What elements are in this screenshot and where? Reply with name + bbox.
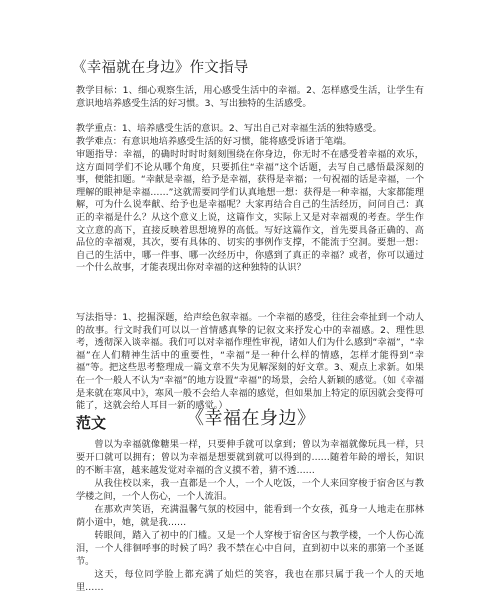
essay-paragraph: 从我住校以来，我一直都是一个人，一个人吃饭，一个人来回穿梭于宿舍区与教学楼之间，一个人伤心，一个人流泪。 [76, 478, 424, 502]
topic-guidance: 审题指导：幸福，的确时时时时刻刻围绕在你身边，你无时不在感受着幸福的欢乐，这方面同学们不论从哪个角度，只要抓住“幸福”这个话题，去写自己感悟最深刻的事，便能扣题。“幸献是幸福，给予是幸福，获得是幸福；一句祝福的话是幸福，一个理解的眼神是幸福……”这就需要同学们认真地想一想：获得是一种幸福，大家都能理解，可为什么说奉献、给予也是幸福呢？大家再结合自己的生活经历，问问自己：真正的幸福是什么？从这个意义上说，这篇作文，实际上又是对幸福观的考查。学生作文立意的高下，直接反映着思想境界的高低。写好这篇作文，首先要具备正确的、高品位的幸福观，其次，要有具体的、切实的事例作支撑，不能流于空洞。要想一想：自己的生活中，哪一件事、哪一次经历中，你感到了真正的幸福？或者，你可以通过一个什么故事，才能表现出你对幸福的这种独特的认识？ [76, 149, 424, 274]
sample-essay-label: 范文 [76, 414, 107, 432]
essay-paragraph: 在那欢声笑语，充满温馨气氛的校园中，能看到一个女孩，孤身一人地走在那林荫小道中，她，就是我…… [76, 504, 424, 528]
document-title: 《幸福就在身边》作文指导 [72, 60, 249, 76]
essay-paragraph: 转眼间，踏入了初中的门槛。又是一个人穿梭于宿舍区与教学楼，一个人伤心流泪，一个人徘徊呼事的时候了吗？我不禁在心中自问，直到初中以来的那第一个圣诞节。 [76, 530, 424, 567]
teaching-difficulty: 教学难点：有意识地培养感受生活的好习惯，能将感受诉诸于笔端。 [76, 136, 352, 147]
sample-essay-body [76, 438, 424, 594]
essay-paragraph: 这天，每位同学脸上都充满了灿烂的笑容，我也在那只属于我一个人的天地里…… [76, 569, 424, 593]
writing-method-guidance: 写法指导：1、挖掘深题，给声绘色叙幸福。一个幸福的感受，往往会牵扯到一个动人的故事。行文时我们可以以一首情感真挚的记叙文来抒发心中的幸福感。2、理性思考，透彻深入谈幸福。我们可以对幸福作理性审视，诸如人们为什么感到“幸福”，“幸福”在人们精神生活中的重要性，“幸福”是一种什么样的情感，怎样才能得到“幸福”等。把这些思考整理成一篇文章不失为见解深刻的好文章。3、观点上求新。如果在一个一般人不认为“幸福”的地方设置“幸福”的场景，会给人新颖的感觉。（如《幸福是来就在寒风中》，寒风一般不会给人幸福的感觉，但如果加上特定的原因就会变得可能了，这就会给人耳目一新的感觉。） [76, 312, 424, 412]
essay-paragraph: 曾以为幸福就像糖果一样，只要伸手就可以拿到；曾以为幸福就像玩具一样，只要开口就可以拥有；曾以为幸福是想要就到就可以得到的……随着年龄的增长，知识的不断丰富，越来越发觉对幸福的含义摸不着，猜不透…… [76, 439, 424, 476]
sample-essay-title: 《幸福在身边》 [186, 408, 316, 429]
sample-essay-header [76, 406, 424, 436]
teaching-key-point: 教学重点：1、培养感受生活的意识。2、写出自己对幸福生活的独特感受。 [76, 123, 382, 134]
teaching-goal: 教学目标：1、细心观察生活，用心感受生活中的幸福。2、怎样感受生活，让学生有意识地培养感受生活的好习惯。3、写出独特的生活感受。 [76, 85, 424, 109]
